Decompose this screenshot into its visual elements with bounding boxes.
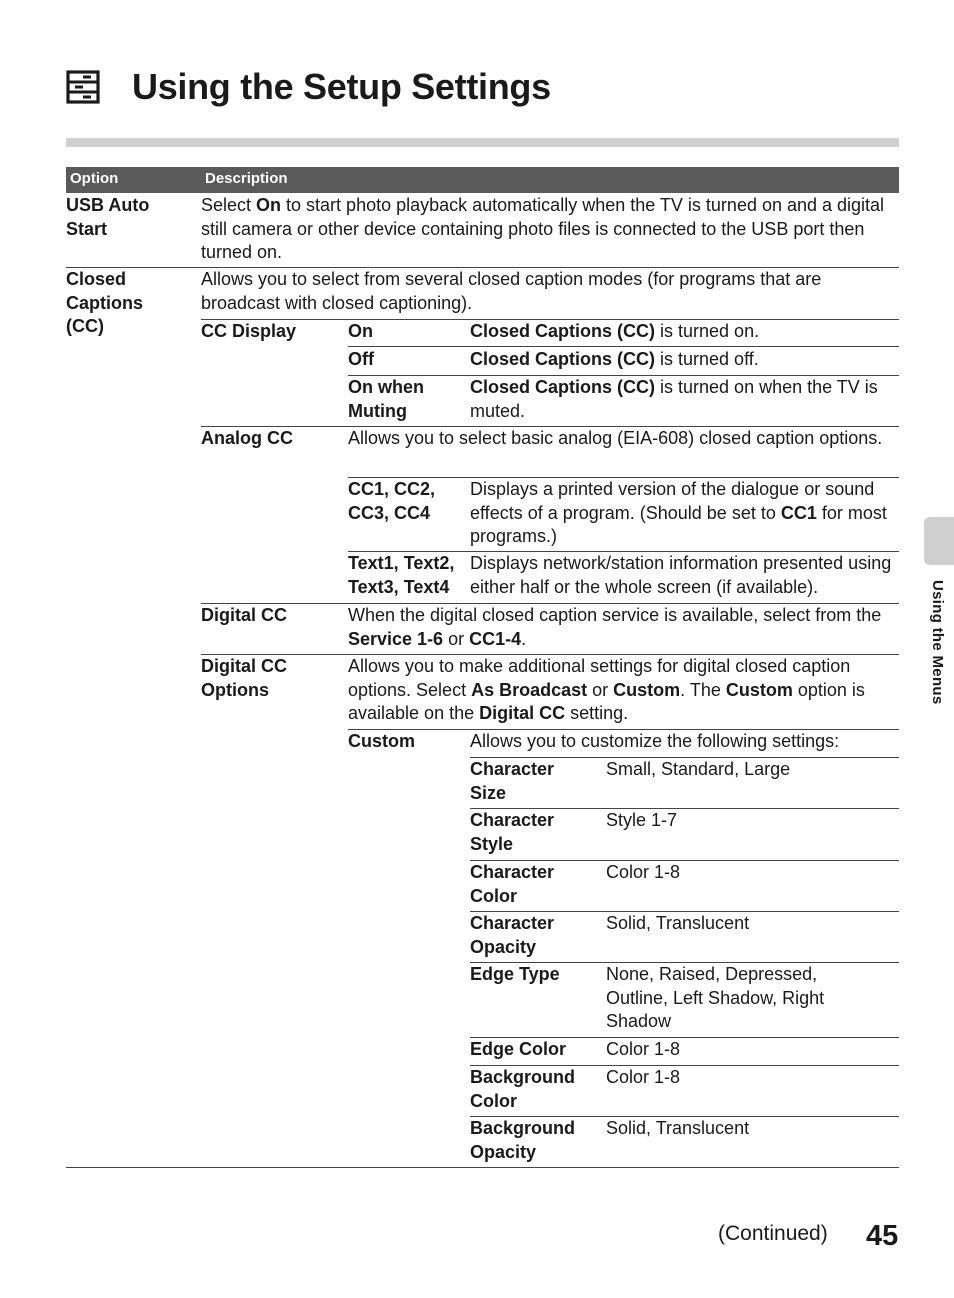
cc-display-off-value: Closed Captions (CC) is turned off. — [470, 349, 759, 369]
setting-value: Color 1-8 — [606, 1067, 681, 1087]
side-tab-label: Using the Menus — [929, 580, 946, 705]
option-column-header: Option — [70, 170, 119, 187]
setting-name: Background Color — [470, 1067, 576, 1111]
page-number: 45 — [866, 1220, 899, 1252]
page-title: Using the Setup Settings — [132, 66, 551, 107]
table-bottom-rule — [66, 1167, 899, 1168]
digital-cc-description: When the digital closed caption service is available, select from the Service 1-6 or CC1-4. — [348, 605, 882, 649]
analog-cc-label: Analog CC — [201, 428, 293, 448]
analog-cc-description: Allows you to select basic analog (EIA-608) closed caption options. — [348, 428, 883, 448]
table-header — [66, 167, 899, 193]
cc-display-muting-option: On when Muting — [348, 377, 424, 421]
custom-label: Custom — [348, 731, 415, 751]
cc-display-label: CC Display — [201, 321, 297, 341]
continued-note: (Continued) — [718, 1222, 828, 1245]
usb-auto-start-label: USB Auto Start — [66, 195, 150, 239]
setting-name: Edge Type — [470, 964, 560, 984]
title-rule — [66, 138, 899, 147]
custom-description: Allows you to customize the following settings: — [470, 731, 840, 751]
setup-settings-icon — [66, 70, 100, 104]
usb-auto-start-description: Select On to start photo playback automatically when the TV is turned on and a digital still camera or other device containing photo files is connected to the USB port then turned on. — [201, 195, 885, 262]
setting-name: Character Color — [470, 862, 555, 906]
setting-name: Background Opacity — [470, 1118, 576, 1162]
description-column-header: Description — [205, 170, 288, 187]
row-divider — [348, 346, 899, 347]
closed-captions-label: Closed Captions (CC) — [66, 269, 144, 336]
closed-captions-description: Allows you to select from several closed caption modes (for programs that are broadcast with closed captioning). — [201, 269, 822, 313]
setting-name: Character Style — [470, 810, 555, 854]
cc1-cc4-option: CC1, CC2, CC3, CC4 — [348, 479, 436, 523]
digital-cc-options-label: Digital CC Options — [201, 656, 288, 700]
text1-text4-description: Displays network/station information presented using either half or the whole screen (if available). — [470, 553, 892, 597]
setting-value: Solid, Translucent — [606, 913, 750, 933]
cc1-cc4-description: Displays a printed version of the dialogue or sound effects of a program. (Should be set to CC1 for most programs.) — [470, 479, 887, 546]
digital-cc-options-description: Allows you to make additional settings for digital closed caption options. Select As Broadcast or Custom. The Custom option is available on the Digital CC setting. — [348, 656, 865, 723]
setting-name: Edge Color — [470, 1039, 567, 1059]
setting-value: Color 1-8 — [606, 862, 681, 882]
cc-display-on-value: Closed Captions (CC) is turned on. — [470, 321, 760, 341]
side-tab-marker — [924, 517, 954, 565]
setting-value: Color 1-8 — [606, 1039, 681, 1059]
cc-display-on-option: On — [348, 321, 373, 341]
setting-value: Solid, Translucent — [606, 1118, 750, 1138]
setting-name: Character Opacity — [470, 913, 555, 957]
text1-text4-option: Text1, Text2, Text3, Text4 — [348, 553, 455, 597]
setting-value: Style 1-7 — [606, 810, 678, 830]
page-header — [66, 66, 551, 108]
cc-display-off-option: Off — [348, 349, 374, 369]
setting-value: None, Raised, Depressed, Outline, Left Shadow, Right Shadow — [606, 964, 825, 1031]
cc-display-muting-value: Closed Captions (CC) is turned on when the TV is muted. — [470, 377, 878, 421]
digital-cc-label: Digital CC — [201, 605, 288, 625]
setting-value: Small, Standard, Large — [606, 759, 791, 779]
setting-name: Character Size — [470, 759, 555, 803]
